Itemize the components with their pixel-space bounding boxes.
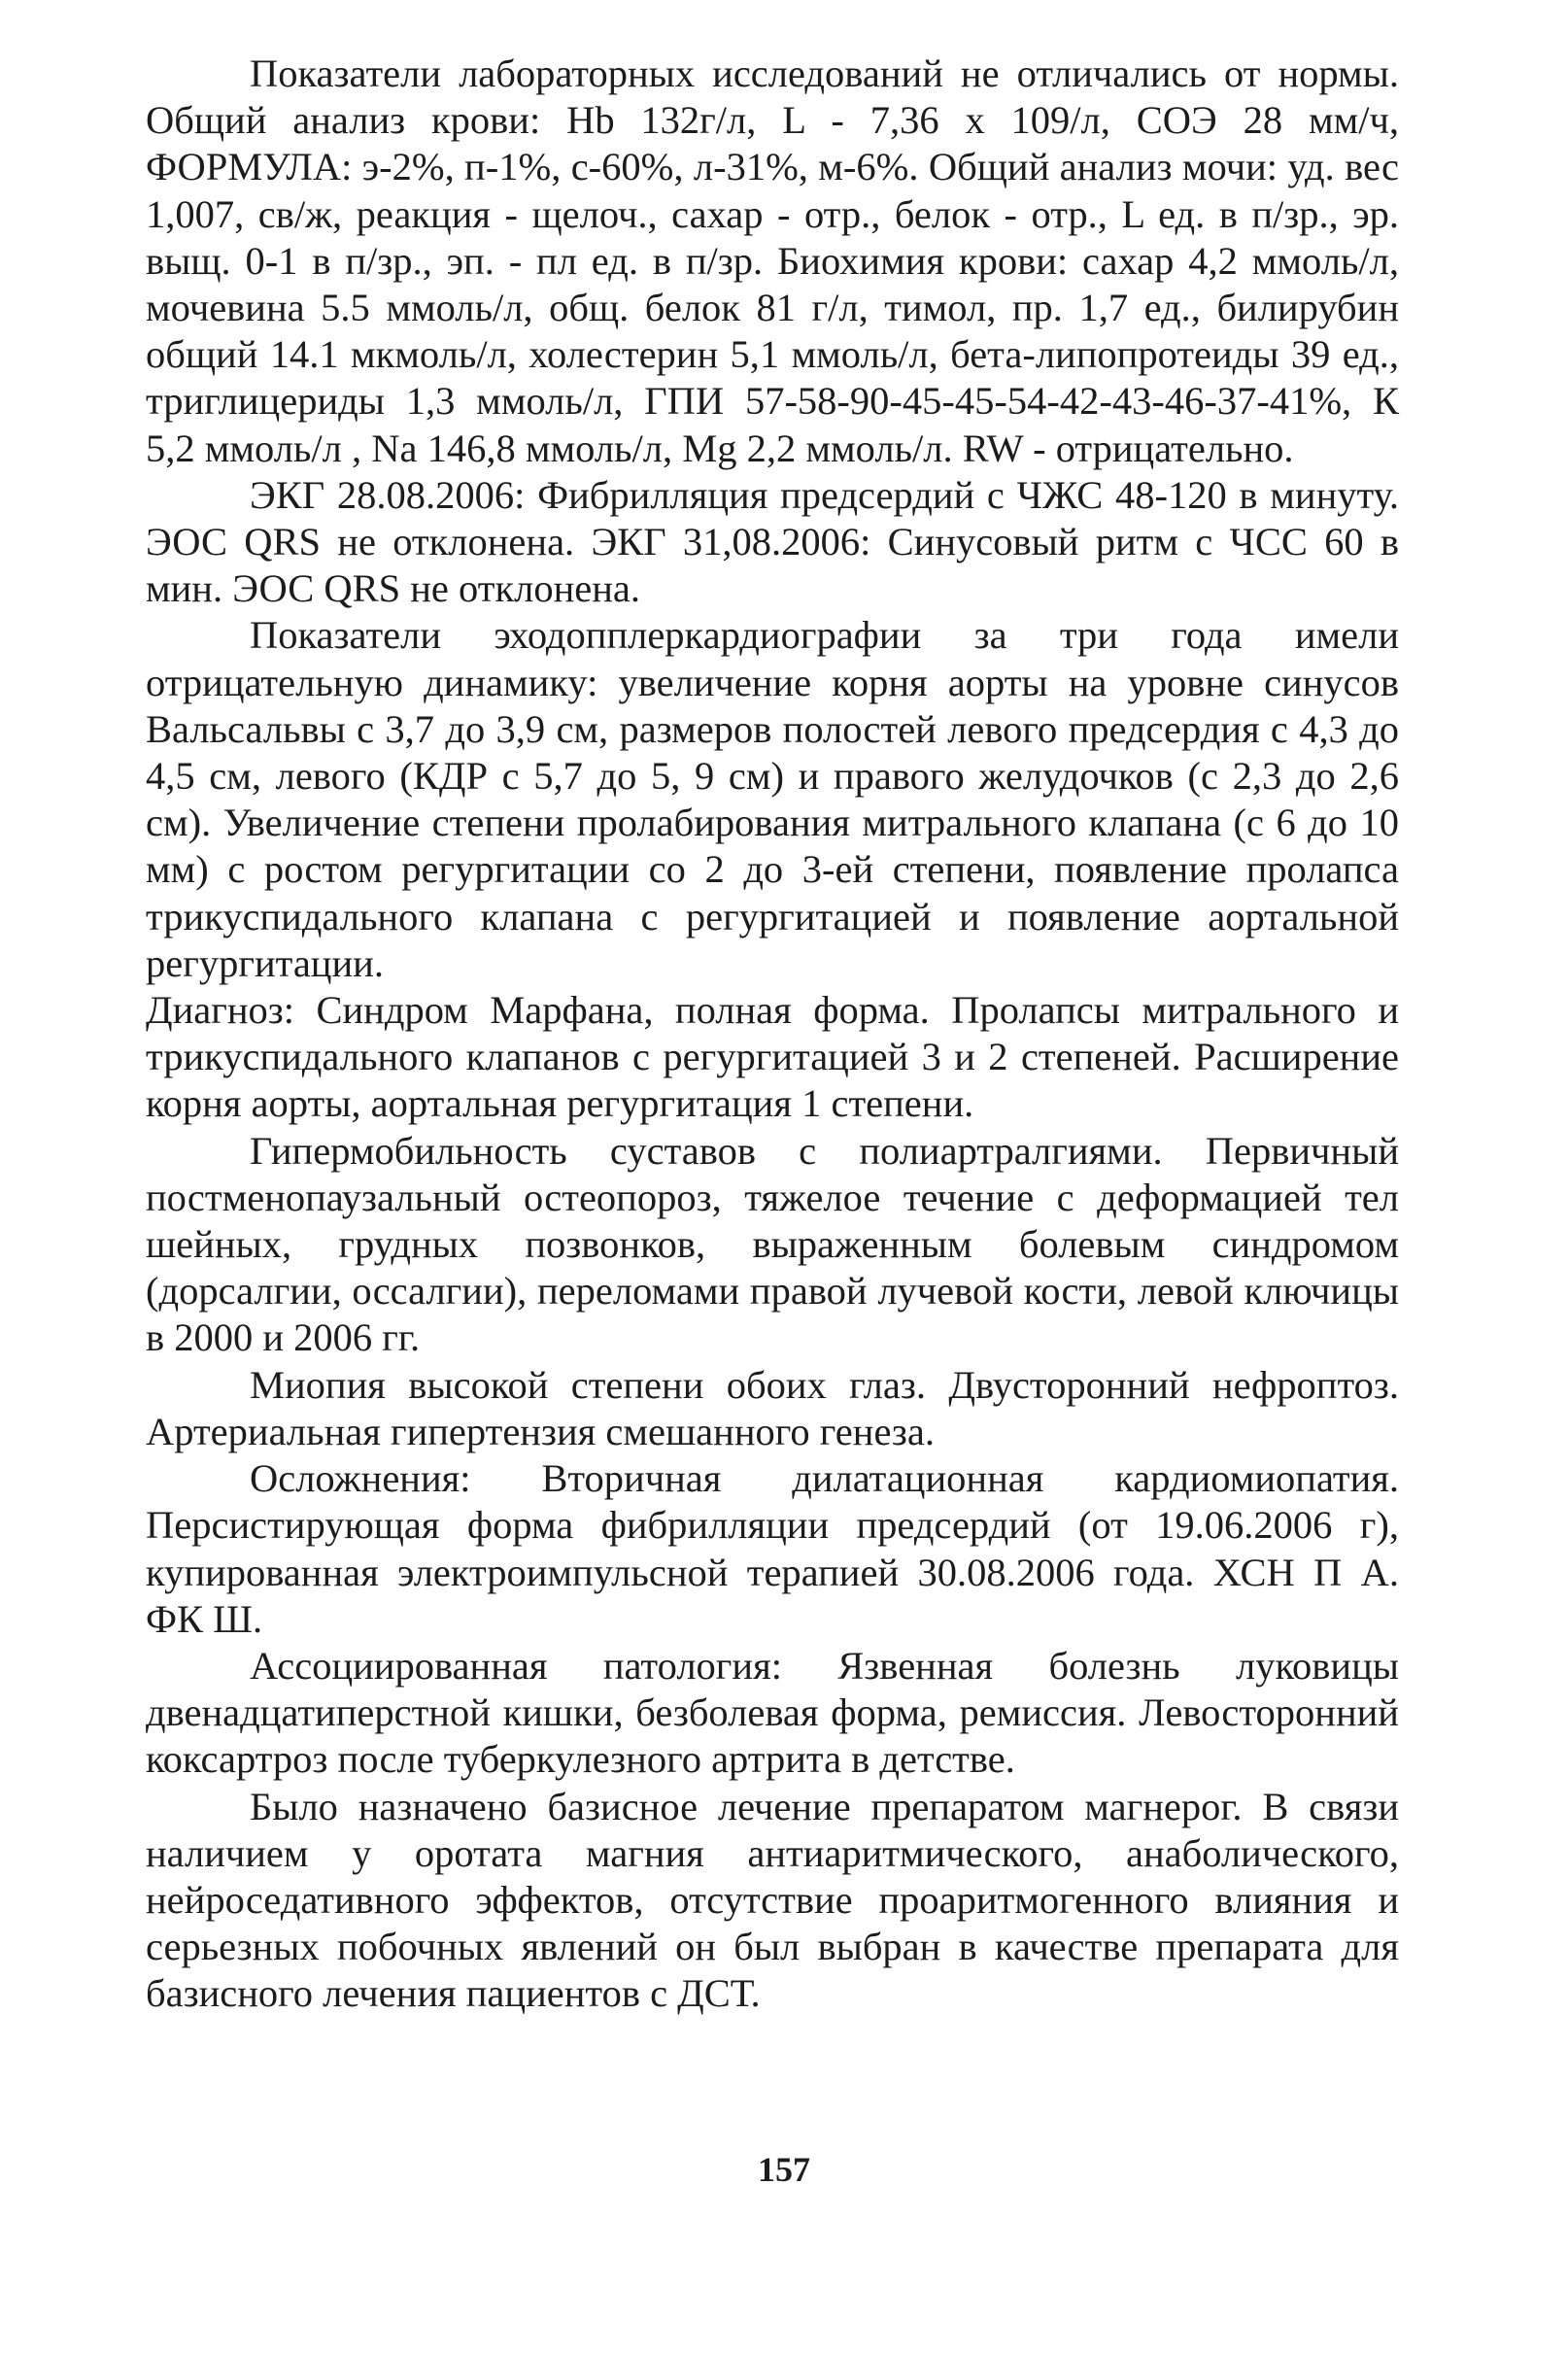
paragraph-lab-results: Показатели лабораторных исследований не отличались от нормы. Общий анализ крови: Hb 132г/л, L - 7,36 x 109/л, СОЭ 28 мм/ч, ФОРМУЛА: э-2%, п-1%, с-60%, л-31%, м-6%. Общий анализ мочи: уд. вес 1,007, св/ж, реакция - щелоч., сахар - отр., белок - отр., L ед. в п/зр., эр. выщ. 0-1 в п/зр., эп. - пл ед. в п/зр. Биохимия крови: сахар 4,2 ммоль/л, мочевина 5.5 ммоль/л, общ. белок 81 г/л, тимол, пр. 1,7 ед., билирубин общий 14.1 мкмоль/л, холестерин 5,1 ммоль/л, бета-липопротеиды 39 ед., триглицериды 1,3 ммоль/л, ГПИ 57-58-90-45-45-54-42-43-46-37-41%, К 5,2 ммоль/л , Na 146,8 ммоль/л, Mg 2,2 ммоль/л. RW - отрицательно. xyxy=(146,51,1399,470)
paragraph-myopia: Миопия высокой степени обоих глаз. Двусторонний нефроптоз. Артериальная гипертензия смешанного генеза. xyxy=(146,1362,1399,1453)
page-body xyxy=(146,51,1399,2018)
paragraph-hypermobility: Гипермобильность суставов с полиартралгиями. Первичный постменопаузальный остеопороз, тяжелое течение с деформацией тел шейных, грудных позвонков, выраженным болевым синдромом (дорсалгии, оссалгии), переломами правой лучевой кости, левой ключицы в 2000 и 2006 гг. xyxy=(146,1128,1399,1360)
paragraph-associated-pathology: Ассоциированная патология: Язвенная болезнь луковицы двенадцатиперстной кишки, безболевая форма, ремиссия. Левосторонний коксартроз после туберкулезного артрита в детстве. xyxy=(146,1643,1399,1782)
paragraph-echocardiography: Показатели эходопплеркардиографии за три года имели отрицательную динамику: увеличение корня аорты на уровне синусов Вальсальвы с 3,7 до 3,9 см, размеров полостей левого предсердия с 4,3 до 4,5 см, левого (КДР с 5,7 до 5, 9 см) и правого желудочков (с 2,3 до 2,6 см). Увеличение степени пролабирования митрального клапана (с 6 до 10 мм) с ростом регургитации со 2 до 3-ей степени, появление пролапса трикуспидального клапана с регургитацией и появление аортальной регургитации. xyxy=(146,613,1399,985)
paragraph-treatment: Было назначено базисное лечение препаратом магнерог. В связи наличием у оротата магния антиаритмического, анаболического, нейроседативного эффектов, отсутствие проаритмогенного влияния и серьезных побочных явлений он был выбран в качестве препарата для базисного лечения пациентов с ДСТ. xyxy=(146,1784,1399,2016)
paragraph-complications: Осложнения: Вторичная дилатационная кардиомиопатия. Персистирующая форма фибрилляции предсердий (от 19.06.2006 г), купированная электроимпульсной терапией 30.08.2006 года. ХСН П А. ФК Ш. xyxy=(146,1456,1399,1641)
page-number: 157 xyxy=(758,2150,810,2189)
paragraph-ecg: ЭКГ 28.08.2006: Фибрилляция предсердий с ЧЖС 48-120 в минуту. ЭОС QRS не отклонена. ЭКГ 31,08.2006: Синусовый ритм с ЧСС 60 в мин. ЭОС QRS не отклонена. xyxy=(146,472,1399,611)
paragraph-diagnosis: Диагноз: Синдром Марфана, полная форма. Пролапсы митрального и трикуспидального клапанов с регургитацией 3 и 2 степеней. Расширение корня аорты, аортальная регургитация 1 степени. xyxy=(146,988,1399,1126)
